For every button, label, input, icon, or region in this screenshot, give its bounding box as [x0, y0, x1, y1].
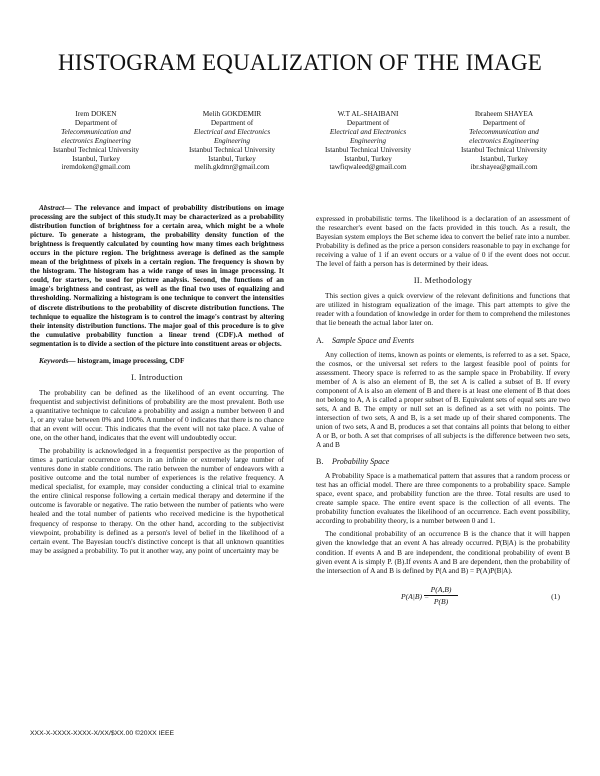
right-column — [316, 214, 570, 611]
author-4 — [436, 110, 572, 172]
author-field-2: electronics Engineering — [469, 135, 539, 145]
keywords-text: histogram, image processing, CDF — [75, 355, 185, 365]
section-number: II. — [413, 276, 423, 286]
subsection-heading-b — [316, 457, 570, 466]
methodology-paragraph: This section gives a quick overview of the relevant definitions and functions that are utilized in histogram equalization of the image. This part attempts to give the reader with a foundation of knowledge in order for them to comprehend the milestones that lie beneath the actual labor later on. — [316, 291, 570, 328]
author-email[interactable]: melih.gkdmr@gmail.com — [194, 162, 270, 172]
author-university: Istanbul Technical University — [460, 144, 548, 154]
author-field-2: Engineering — [213, 135, 251, 145]
author-2 — [164, 110, 300, 172]
section-number: I. — [131, 372, 137, 382]
subsection-heading-a — [316, 336, 570, 345]
author-city: Istanbul, Turkey — [208, 153, 256, 163]
keywords-label: Keywords— — [39, 355, 76, 365]
author-dept: Department of — [346, 117, 390, 127]
author-name: Melih GOKDEMIR — [202, 109, 262, 118]
author-city: Istanbul, Turkey — [72, 153, 120, 163]
author-email[interactable]: tawfiqwaleed@gmail.com — [329, 162, 407, 172]
author-field-2: Engineering — [349, 135, 387, 145]
paper-title: HISTOGRAM EQUALIZATION OF THE IMAGE — [57, 50, 542, 75]
author-field: Electrical and Electronics — [193, 126, 271, 136]
author-field-2: electronics Engineering — [61, 135, 131, 145]
intro-paragraph-1: The probability can be defined as the likelihood of an event occurring. The frequentist and subjectivist definitions of probability are the most prevalent. Both use a quantitative technique to calculate a probability and assign a number between 0 and 1, or any value between 0% and 100%. A number of 0 indicates that there is no chance that an event will occur. This indicates that the event will not take place. A value of one, on the other hand, indicates that the event will undoubtedly occur. — [30, 387, 284, 443]
intro-paragraph-2: The probability is acknowledged in a frequentist perspective as the proportion of times a particular occurrence occurs in an infinite or extremely large number of ventures done in stable conditions. The ratio between the number of endeavors with a positive outcome and the total number of experiences is the relative frequency. A medical specialist, for example, may consider conducting a clinical trial to examine the entire clinical response following a certain medical therapy and determine if the outcome is favorable or negative. The ratio between the number of patients who were healed and the total number of patients who received medicine is the hypothetical frequency of response to therapy. On the other hand, according to the subjectivist viewpoint, probability is defined as a person's level of belief in the likelihood of a certain event. The Bayesian touch's distinctive concept is that all unknown quantities may be assigned a probability. To put it another way, any point of uncertainty may be — [30, 446, 284, 555]
equation-denominator: P(B) — [433, 596, 449, 606]
author-dept: Department of — [210, 117, 254, 127]
abstract — [30, 203, 284, 348]
subsection-title: Probability Space — [332, 457, 390, 467]
author-city: Istanbul, Turkey — [480, 153, 528, 163]
equation-1 — [316, 583, 570, 611]
author-field: Telecommunication and — [61, 126, 131, 136]
author-email[interactable]: iremdoken@gmail.com — [61, 162, 131, 172]
equation-numerator: P(A,B) — [424, 585, 458, 596]
author-university: Istanbul Technical University — [52, 144, 140, 154]
intro-paragraph-continued: expressed in probabilistic terms. The likelihood is a declaration of an assessment of the researcher's event based on the facts provided in this touch. As a result, the Bayesian system employs the Bet scheme idea to convert the belief rate into a number. Probability is defined as the price a person considers reasonable to pay in exchange for receiving a value of 1 if an event occurs or a value of 0 if the event does not occur. The level of faith a person has is determined by their ideas. — [316, 214, 570, 269]
author-email[interactable]: ibr.shayea@gmail.com — [470, 162, 538, 172]
section-title: Methodology — [424, 276, 473, 286]
author-3 — [300, 110, 436, 172]
equation-lhs: P(A|B) = — [401, 591, 430, 601]
subsection-number: A. — [316, 335, 324, 345]
subsection-b-paragraph-2: The conditional probability of an occurrence B is the chance that it will happen given the knowledge that an event A has already occurred. P(B|A) is the probability condition. If events A and B are independent, the conditional probability of event B given event A is simply P. (B).If events A and B are dependent, then the probability of the intersection of A and B is defined by P(A and B) = P(A)P(B|A). — [316, 529, 570, 575]
author-city: Istanbul, Turkey — [344, 153, 392, 163]
author-field: Electrical and Electronics — [329, 126, 407, 136]
author-name: Ibraheem SHAYEA — [474, 109, 534, 118]
author-dept: Department of — [482, 117, 526, 127]
section-title: Introduction — [138, 372, 183, 382]
abstract-label: Abstract— — [39, 203, 72, 212]
section-heading-methodology — [316, 276, 570, 285]
author-university: Istanbul Technical University — [188, 144, 276, 154]
author-1 — [28, 110, 164, 172]
copyright-footer: XXX-X-XXXX-XXXX-X/XX/$XX.00 ©20XX IEEE — [30, 730, 175, 737]
subsection-b-paragraph-1: A Probability Space is a mathematical pattern that assures that a random process or test has an official model. There are three components to a probability space. Sample space, event space, and probability function are the three. Total results are used to create sample space. The entire event space is the collection of all events. The probability function evaluates the likelihood of an occurrence. Each event possibility, according to probability theory, is a number between 0 and 1. — [316, 471, 570, 526]
subsection-a-paragraph: Any collection of items, known as points or elements, is referred to as a set. Space, the cosmos, or the universal set refers to the largest feasible pool of points for assessment. Theory space is referred to as the sample space in Probability. If every member of A is also an element of B, the set A is called a subset of B. If every component of A is also an element of B and there is at least one element of B that does not belong to A, A is called a proper subset of B. Equivalent sets of equal sets are two sets, A and B. The empty or null set an is defined as a set with no points. The intersection of two sets, A and B, is a set made up of their shared components. The union of two sets, A and B, produces a set that contains all points that belong to either A or B, or both. A set that comprises of all subjects is the difference between two sets, A and B — [316, 349, 570, 450]
section-heading-introduction — [30, 373, 284, 382]
author-name: Irem DOKEN — [75, 109, 117, 118]
author-name: W.T AL-SHAIBANI — [337, 109, 399, 118]
author-block — [28, 110, 572, 172]
equation-fraction — [424, 585, 458, 606]
equation-number: (1) — [551, 591, 560, 601]
subsection-title: Sample Space and Events — [332, 335, 414, 345]
author-field: Telecommunication and — [469, 126, 539, 136]
abstract-text: The relevance and impact of probability distributions on image processing are the subject of this study.It may be characterized as a probability distribution function of brightness for a certain area, which might be a whole picture. To generate a histogram, the probability density function of the brightness is frequently calculated by counting how many times each brightness occurs in the picture region. The brightness average is defined as the sample mean of the brightness of pixels in a certain region. The frequency is shown by the histogram. The histogram has a wide range of uses in image processing. It could, for starters, be used for picture analysis. Second, the functions of an image's brightness and contrast, as well as the final two uses of equalizing and thresholding. Normalizing a histogram is one technique to convert the intensities of discrete distributions to the probability of discrete distribution functions. The technique to equalize the histogram is to control the image's contrast by altering their intensity distribution functions. The major goal of this procedure is to give the cumulative probability function a linear trend (CDF).A method of segmentation is to divide a section of the picture into constituent areas or objects. — [30, 203, 284, 348]
author-dept: Department of — [74, 117, 118, 127]
left-column — [30, 203, 284, 559]
author-university: Istanbul Technical University — [324, 144, 412, 154]
keywords — [30, 356, 284, 365]
subsection-number: B. — [316, 457, 324, 467]
